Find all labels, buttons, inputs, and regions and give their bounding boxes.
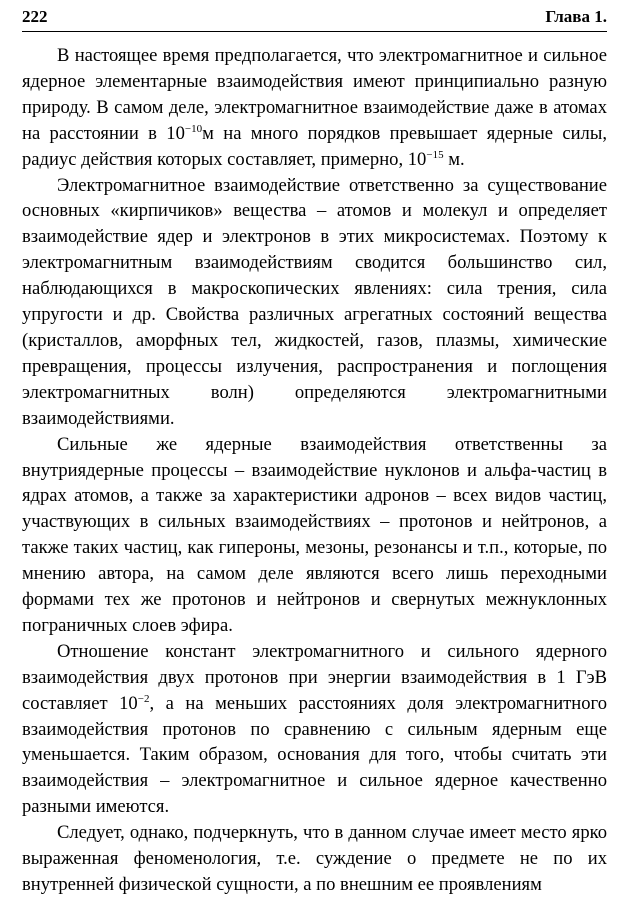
exponent-minus-15: −15 xyxy=(426,148,444,161)
paragraph-2: Электромагнитное взаимодействие ответственно за существование основных «кирпичиков» вещества – атомов и молекул и определяет взаимодействие ядер и электронов в этих микросистемах. Поэтому к электромагнитным взаимодействиям сводится большинство сил, наблюдающихся в макроскопических явлениях: сила трения, сила упругости и др. Свойства различных агрегатных состояний вещества (кристаллов, аморфных тел, жидкостей, газов, плазмы, химические превращения, процессы излучения, распространения и поглощения электромагнитных волн) определяются электромагнитными взаимодействиями. xyxy=(22,174,607,429)
paragraph-1-text-a: В настоящее время предполагается, что электромагнитное и сильное ядерное элементарные взаимодействия имеют принципиально разную природу. В самом деле, электромагнитное взаимодействие даже в атомах на расстоянии в 10 xyxy=(22,45,607,144)
chapter-title: Глава 1. xyxy=(545,7,607,26)
paragraph-4-text-a: Отношение констант электромагнитного и сильного ядерного взаимодействия двух протонов при энергии взаимодействия в 1 ГэВ составляет 10 xyxy=(22,640,607,714)
paragraph-4-text-b: , а на меньших расстояниях доля электромагнитного взаимодействия протонов по сравнению с сильным ядерным еще уменьшается. Таким образом, основания для того, чтобы считать эти взаимодействия – электромагнитное и сильное ядерное качественно разными имеются. xyxy=(22,692,608,818)
body-text xyxy=(22,43,607,898)
exponent-minus-2: −2 xyxy=(137,692,150,705)
paragraph-1 xyxy=(22,43,607,173)
paragraph-5: Следует, однако, подчеркнуть, что в данном случае имеет место ярко выраженная феноменология, т.е. суждение о предмете не по их внутренней физической сущности, а по внешним ее проявлениям xyxy=(22,822,607,895)
paragraph-1-text-b: м на много порядков превышает ядерные силы, радиус действия которых составляет, примерно, 10 xyxy=(22,122,607,170)
exponent-minus-10: −10 xyxy=(184,122,203,135)
page-number: 222 xyxy=(22,7,48,26)
paragraph-3: Сильные же ядерные взаимодействия ответственны за внутриядерные процессы – взаимодействие нуклонов и альфа-частиц в ядрах атомов, а также за характеристики адронов – всех видов частиц, участвующих в сильных взаимодействиях – протонов и нейтронов, а также таких частиц, как гипероны, мезоны, резонансы и т.п., которые, по мнению автора, на самом деле являются всего лишь переходными формами тех же протонов и нейтронов и свернутых межнуклонных пограничных слоев эфира. xyxy=(22,433,607,636)
paragraph-4 xyxy=(22,639,607,820)
running-header xyxy=(22,0,607,32)
paragraph-1-text-c: м. xyxy=(443,148,465,170)
